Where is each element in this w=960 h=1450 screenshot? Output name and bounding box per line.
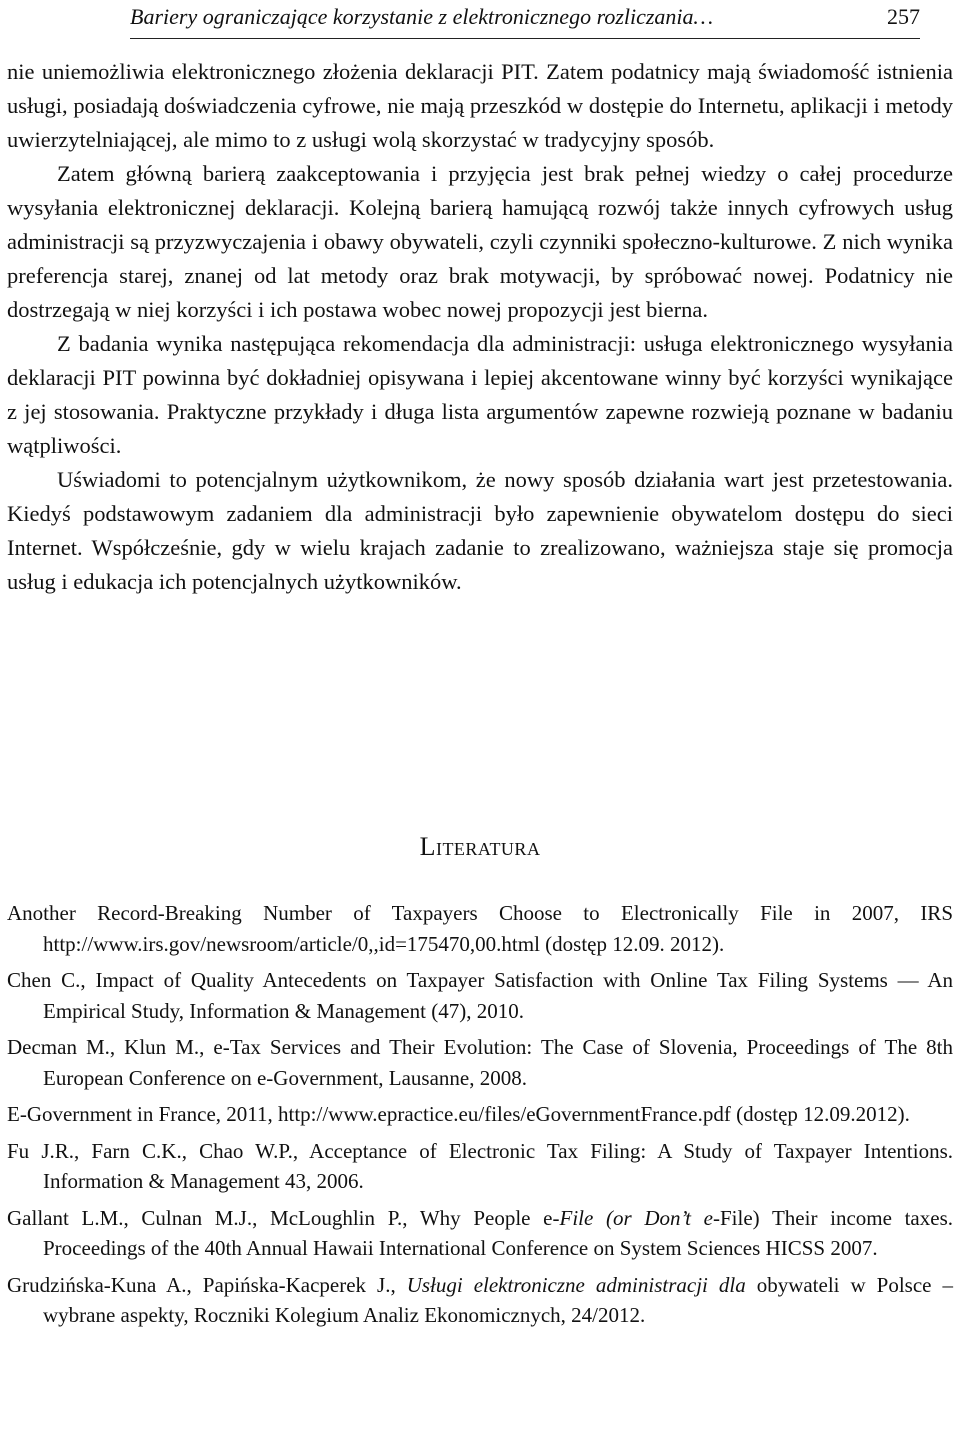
page-number: 257 bbox=[887, 4, 920, 29]
paragraph: nie uniemożliwia elektronicznego złożenia deklaracji PIT. Zatem podatnicy mają świadomość istnienia usługi, posiadają doświadczenia cyfrowe, nie mają przeszkód w dostępie do Internetu, aplikacji i metody uwierzytelniającej, ale mimo to z usługi wolą skorzystać w tradycyjny sposób. bbox=[7, 59, 953, 152]
reference-item bbox=[7, 1270, 953, 1331]
section-heading: Literatura bbox=[419, 832, 541, 861]
paragraph: Zatem główną barierą zaakceptowania i przyjęcia jest brak pełnej wiedzy o całej procedurze wysyłania elektronicznej deklaracji. Kolejną barierą hamującą rozwój także innych cyfrowych usług administracji są przyzwyczajenia i obawy obywateli, czyli czynniki społeczno-kulturowe. Z nich wynika preferencja starej, znanej od lat metody oraz brak motywacji, by spróbować nowej. Podatnicy nie dostrzegają w niej korzyści i ich postawa wobec nowej propozycji jest bierna. bbox=[7, 161, 953, 322]
reference-item: Another Record-Breaking Number of Taxpayers Choose to Electronically File in 2007, IRS http://www.irs.gov/newsroom/article/0,,id=175470,00.html (dostęp 12.09. 2012). bbox=[7, 901, 953, 956]
reference-item: Decman M., Klun M., e-Tax Services and Their Evolution: The Case of Slovenia, Proceedings of The 8th European Conference on e-Government, Lausanne, 2008. bbox=[7, 1035, 953, 1090]
paragraph: Z badania wynika następująca rekomendacja dla administracji: usługa elektronicznego wysyłania deklaracji PIT powinna być dokładniej opisywana i lepiej akcentowane winny być korzyści wynikające z jej stosowania. Praktyczne przykłady i długa lista argumentów zapewne rozwieją poznane w badaniu wątpliwości. bbox=[7, 331, 953, 458]
running-title: Bariery ograniczające korzystanie z elektronicznego rozliczania… bbox=[130, 4, 714, 29]
reference-text: Grudzińska-Kuna A., Papińska-Kacperek J., bbox=[7, 1272, 407, 1297]
reference-item: E-Government in France, 2011, http://www.epractice.eu/files/eGovernmentFrance.pdf (dostęp 12.09.2012). bbox=[7, 1102, 910, 1126]
paragraph: Uświadomi to potencjalnym użytkownikom, że nowy sposób działania wart jest przetestowania. Kiedyś podstawowym zadaniem dla administracji było zapewnienie obywatelom dostępu do sieci Internet. Współcześnie, gdy w wielu krajach zadanie to zrealizowano, ważniejsza staje się promocja usług i edukacja ich potencjalnych użytkowników. bbox=[7, 467, 953, 594]
reference-item bbox=[7, 1203, 953, 1264]
body-text bbox=[7, 55, 953, 599]
reference-list bbox=[7, 898, 953, 1337]
reference-text: Gallant L.M., Culnan M.J., McLoughlin P., Why People e- bbox=[7, 1205, 560, 1230]
header-divider bbox=[130, 38, 920, 39]
reference-text: obywateli w Polsce – wybrane aspekty, Roczniki Kolegium Analiz Ekonomicznych, 24/2012. bbox=[43, 1272, 953, 1327]
reference-item: Fu J.R., Farn C.K., Chao W.P., Acceptance of Electronic Tax Filing: A Study of Taxpayer Intentions. Information & Management 43, 2006. bbox=[7, 1138, 953, 1193]
reference-italic-text: File (or Don’t e- bbox=[559, 1205, 720, 1230]
reference-italic-text: Usługi elektroniczne administracji dla bbox=[406, 1272, 746, 1297]
reference-text: File) Their income taxes. Proceedings of the 40th Annual Hawaii International Conference on System Sciences HICSS 2007. bbox=[43, 1205, 954, 1260]
reference-item: Chen C., Impact of Quality Antecedents on Taxpayer Satisfaction with Online Tax Filing Systems — An Empirical Study, Information & Management (47), 2010. bbox=[7, 968, 953, 1023]
running-header bbox=[130, 2, 920, 32]
